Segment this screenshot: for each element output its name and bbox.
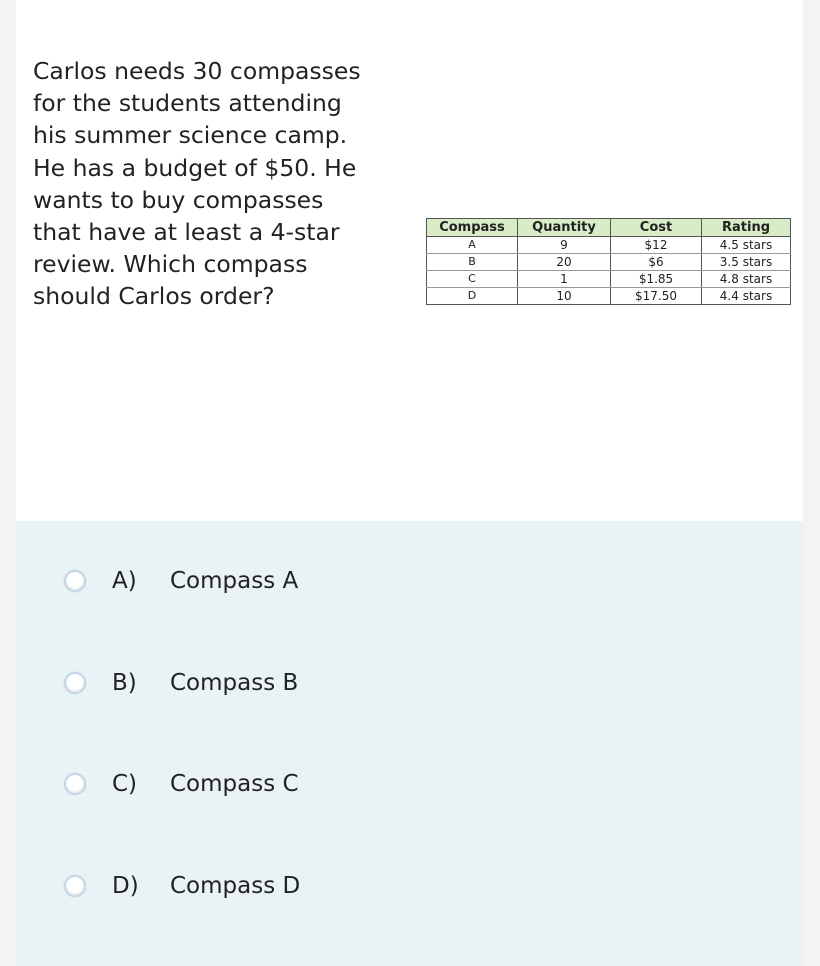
column-header-compass: Compass: [427, 219, 518, 237]
table-cell: $1.85: [611, 271, 702, 288]
answer-options-area: [16, 521, 803, 966]
column-header-quantity: Quantity: [518, 219, 611, 237]
table-cell: 1: [518, 271, 611, 288]
table-cell: 4.4 stars: [702, 288, 791, 305]
option-label: Compass D: [170, 873, 301, 899]
radio-button-icon[interactable]: [64, 570, 86, 592]
question-text: Carlos needs 30 compasses for the students attending his summer science camp. He has a budget of $50. He wants to buy compasses that have at least a 4-star review. Which compass should Carlos order?: [33, 57, 361, 311]
table-cell: 20: [518, 254, 611, 271]
question-card: [16, 0, 803, 966]
table-cell: B: [427, 254, 518, 271]
table-header-row: [427, 219, 791, 237]
table-cell: 4.8 stars: [702, 271, 791, 288]
column-header-cost: Cost: [611, 219, 702, 237]
table-row: [427, 288, 791, 305]
option-letter: C): [112, 771, 138, 797]
table-cell: $12: [611, 237, 702, 254]
answer-option-d[interactable]: [64, 866, 300, 906]
table-cell: $6: [611, 254, 702, 271]
option-letter: A): [112, 568, 137, 594]
table-cell: 10: [518, 288, 611, 305]
compass-table: [426, 218, 791, 305]
option-letter: B): [112, 670, 137, 696]
radio-button-icon[interactable]: [64, 875, 86, 897]
option-label: Compass C: [170, 771, 299, 797]
table-cell: 9: [518, 237, 611, 254]
table-cell: A: [427, 237, 518, 254]
radio-button-icon[interactable]: [64, 773, 86, 795]
option-letter: D): [112, 873, 139, 899]
table-row: [427, 271, 791, 288]
table-cell: C: [427, 271, 518, 288]
table-cell: 3.5 stars: [702, 254, 791, 271]
table-row: [427, 237, 791, 254]
table-row: [427, 254, 791, 271]
option-label: Compass B: [170, 670, 299, 696]
table-cell: D: [427, 288, 518, 305]
question-area: [16, 0, 803, 521]
table-cell: $17.50: [611, 288, 702, 305]
answer-option-a[interactable]: [64, 561, 298, 601]
answer-option-c[interactable]: [64, 764, 299, 804]
table-cell: 4.5 stars: [702, 237, 791, 254]
radio-button-icon[interactable]: [64, 672, 86, 694]
column-header-rating: Rating: [702, 219, 791, 237]
option-label: Compass A: [170, 568, 299, 594]
answer-option-b[interactable]: [64, 663, 298, 703]
